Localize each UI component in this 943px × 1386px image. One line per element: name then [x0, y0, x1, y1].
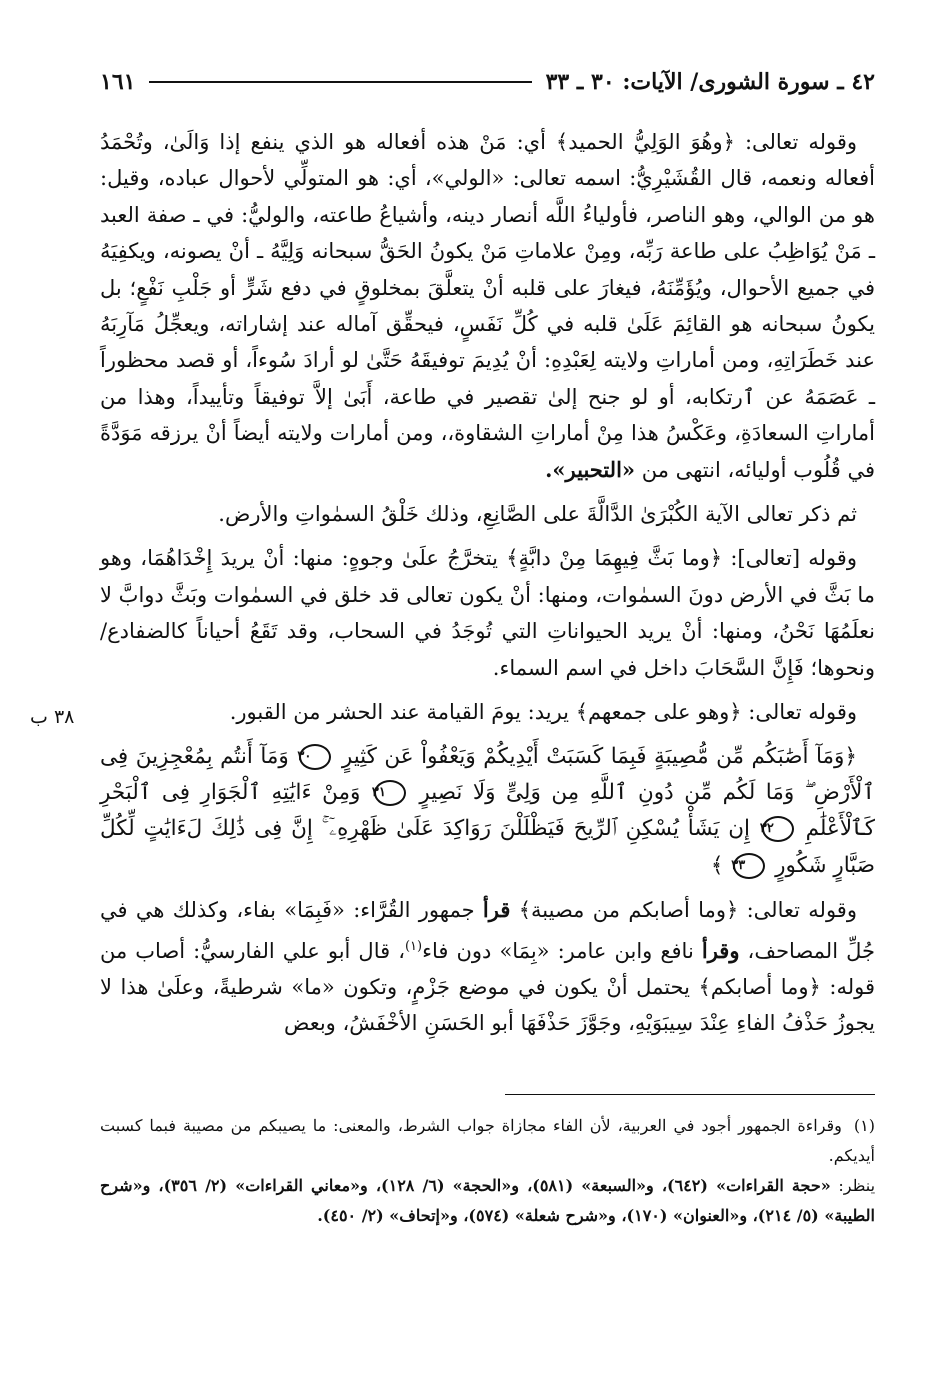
text-segment: جمهور القُرَّاء: «فَبِمَا» بفاء، وكذلك هي في جُلِّ المصاحف،	[100, 898, 875, 963]
footnote-number: (١)	[853, 1116, 875, 1135]
quran-verse-30: ﴿وَمَآ أَصَٰبَكُم مِّن مُّصِيبَةٍ فَبِمَا كَسَبَتْ أَيْدِيكُمْ وَيَعْفُواْ عَن كَثِيرٍ	[341, 743, 857, 769]
quran-verses	[100, 739, 875, 885]
chapter-title: ٤٢ ـ سورة الشورى/ الآيات: ٣٠ ـ ٣٣	[545, 69, 875, 95]
quran-closing-bracket: ﴾	[710, 852, 724, 878]
qira-label: قرأ	[482, 897, 511, 923]
quran-verse-31: وَمَآ أَنتُم بِمُعْجِزِينَ فِى ٱلْأَرْضِ ۖ وَمَا لَكُم مِّن دُونِ ٱللَّهِ مِن وَلِىٍّ وَلَا نَصِيرٍ	[100, 743, 876, 805]
main-text	[100, 124, 875, 1042]
text-segment: نافع وابن عامر: «بِمَا» دون فاء	[422, 938, 694, 963]
page-number: ١٦١	[100, 69, 136, 95]
footnote-text: وقراءة الجمهور أجود في العربية، لأن الفاء مجازاة جواب الشرط، والمعنى: ما يصيبكم من مصيبة فبما كسبت أيديكم.	[100, 1116, 875, 1165]
header-rule	[149, 81, 531, 83]
paragraph-sky-earth: ثم ذكر تعالى الآية الكُبْرَىٰ الدَّالَّةَ على الصَّانِعِ، وذلك خَلْقُ السمٰواتِ والأرض.	[218, 502, 857, 527]
footnotes	[100, 1111, 875, 1231]
footnote-refs-list: «حجة القراءات» (٦٤٢)، و«السبعة» (٥٨١)، و«الحجة» (٦/ ١٢٨)، و«معاني القراءات» (٢/ ٣٥٦)، و«شرح الطيبة» (٥/ ٢١٤)، و«العنوان» (١٧٠)، و«شرح شعلة» (٥٧٤)، و«إتحاف» (٢/ ٤٥٠).	[100, 1176, 875, 1225]
footnote-1	[100, 1111, 875, 1171]
page-header	[100, 62, 875, 102]
ayah-number-icon: ٣٢	[762, 816, 794, 842]
footnote-divider	[505, 1094, 875, 1095]
paragraph-musiba	[100, 892, 875, 1042]
paragraph-wali	[100, 124, 875, 488]
footnote-ref[interactable]: (١)	[404, 938, 423, 954]
margin-folio-note: ٣٨ ب	[30, 706, 75, 728]
source-tahbir: «التحبير».	[545, 456, 636, 482]
quran-verse-32: وَمِنْ ءَايَٰتِهِ ٱلْجَوَارِ فِى ٱلْبَحْرِ كَٱلْأَعْلَٰمِ	[100, 779, 875, 842]
ayah-number-icon: ٣٠	[299, 744, 331, 770]
ayah-number-icon: ٣٣	[733, 853, 765, 879]
qira-label: وقرأ	[701, 937, 740, 963]
quran-verse-33: إِن يَشَأْ يُسْكِنِ ٱلرِّيحَ فَيَظْلَلْنَ رَوَاكِدَ عَلَىٰ ظَهْرِهِۦٓ ۚ إِنَّ فِى ذَٰلِكَ لَءَايَٰتٍ لِّكُلِّ صَبَّارٍ شَكُورٍ	[100, 816, 875, 878]
text-segment: وقوله تعالى: ﴿وما أصابكم من مصيبة﴾	[518, 898, 857, 923]
paragraph-dabba: وقوله [تعالى]: ﴿وما بَثَّ فِيهِمَا مِنْ دابَّةٍ﴾ يتخرَّجُ علَىٰ وجوهٍ: منها: أنْ يريدَ إِخْدَاهُمَا، وهو ما بَثَّ في الأرض دونَ السمٰوات، ومنها: أنْ يكون تعالى قد خلق في السمٰوات وبَثَّ دوابَّ لا نعلَمُهَا نَحْنُ، ومنها: أنْ يريد الحيواناتِ التي تُوجَدُ في السحاب، وقد تَقَعُ أحياناً كالضفادع/ ونحوها؛ فَإِنَّ السَّحَابَ داخل في اسم السماء.	[100, 546, 875, 680]
text-segment: ، قال أبو علي الفارسيُّ: أصاب من قوله: ﴿وما أصابكم﴾ يحتمل أنْ يكون في موضع جَزْمٍ، وتكون «ما» شرطيةً، وعلَىٰ هذا لا يجوزُ حَذْفُ الفاءِ عِنْدَ سِيبَوَيْهِ، وجَوَّزَ حَذْفَهَا أبو الحَسَنِ الأخْفَشُ، وبعض	[100, 938, 875, 1036]
footnote-references	[100, 1171, 875, 1231]
footnote-refs-intro: ينظر:	[838, 1176, 876, 1195]
paragraph-wali-text: وقوله تعالى: ﴿وهُوَ الوَلِيُّ الحميد﴾ أي: مَنْ هذه أفعاله هو الذي ينفع إذا وَالَىٰ، وتُحْمَدُ أفعاله ونعمه، قال القُشَيْرِيُّ: اسمه تعالى: «الولي»، أي: هو المتولِّي لأحوال عباده، وقيل: هو من الوالي، وهو الناصر، فأولياءُ اللَّه أنصار دينه، وأشياعُ طاعته، والوليُّ: في ـ صفة العبد ـ مَنْ يُوَاظِبُ على طاعة رَبِّه، ومِنْ علاماتِ مَنْ يكونُ الحَقُّ سبحانه وَلِيَّهُ ـ أنْ يصونه، ويكفِيَهُ في جميع الأحوال، ويُؤَمِّنَهُ، فيغارَ على قلبه أنْ يتعلَّقَ بمخلوقٍ في دفع شَرٍّ أو جَلْبِ نَفْعٍ؛ بل يكونُ سبحانه هو القائِمَ عَلَىٰ قلبه في كُلِّ نَفَسٍ، فيحقِّق آماله عند إشاراته، ويعجِّلُ مَآرِبَهُ عند خَطَرَاتِهِ، ومن أماراتِ ولايته لِعَبْدِهِ: أنْ يُدِيمَ توفيقَهُ حَتَّىٰ لو أرادَ سُوءاً، أو قصد محظوراً ـ عَصَمَهُ عن ٱرتكابه، أو لو جنح إلىٰ تقصير في طاعة، أَبَىٰ إلاَّ توفيقاً وتأييداً، وهذا من أماراتِ السعادَةِ، وعَكْسُ هذا مِنْ أماراتِ الشقاوة،، ومن أمارات ولايته أيضاً أنْ يرزقه مَوَدَّةً في قُلُوب أوليائه، انتهى من	[100, 130, 875, 482]
ayah-number-icon: ٣١	[374, 780, 406, 806]
paragraph-jam: وقوله تعالى: ﴿وهو على جمعهم﴾ يريد: يومَ القيامة عند الحشر من القبور.	[229, 700, 857, 725]
